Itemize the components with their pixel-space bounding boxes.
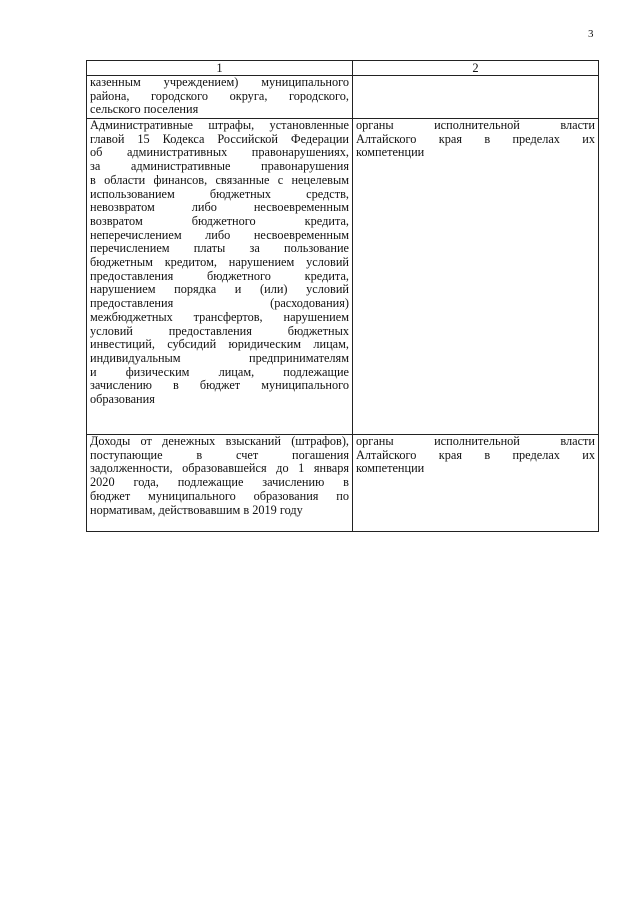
cell-line: компетенции bbox=[356, 461, 425, 476]
cell-line: межбюджетных трансфертов, нарушением bbox=[90, 309, 349, 324]
document-table bbox=[86, 60, 599, 532]
table-header-row bbox=[87, 61, 599, 76]
cell-line: Административные штрафы, установленные bbox=[90, 118, 349, 132]
cell-line: предоставления бюджетного кредита, bbox=[90, 268, 349, 283]
cell-line: 2020 года, подлежащие зачислению в bbox=[90, 475, 349, 490]
revenue-type-cell bbox=[87, 76, 353, 119]
cell-line: Доходы от денежных взысканий (штрафов), bbox=[90, 434, 349, 448]
cell-line: предоставления (расходования) bbox=[90, 296, 349, 311]
administrator-cell bbox=[353, 435, 599, 532]
cell-line: Алтайского края в пределах их bbox=[356, 447, 595, 462]
cell-line: неперечислением либо несвоевременным bbox=[90, 227, 349, 242]
cell-line: в области финансов, связанные с нецелевым bbox=[90, 172, 349, 187]
revenue-type-cell bbox=[87, 119, 353, 435]
cell-line: нормативам, действовавшим в 2019 году bbox=[90, 502, 303, 517]
cell-line: казенным учреждением) муниципального bbox=[90, 75, 349, 89]
cell-line: об административных правонарушениях, bbox=[90, 145, 349, 160]
table-row bbox=[87, 119, 599, 435]
cell-line: невозвратом либо несвоевременным bbox=[90, 200, 349, 215]
cell-line: и физическим лицам, подлежащие bbox=[90, 364, 349, 379]
cell-line: возвратом бюджетного кредита, bbox=[90, 213, 349, 228]
cell-line: поступающие в счет погашения bbox=[90, 447, 349, 462]
table-row bbox=[87, 76, 599, 119]
cell-line: Алтайского края в пределах их bbox=[356, 131, 595, 146]
column-header-1: 1 bbox=[87, 61, 353, 76]
cell-line: использованием бюджетных средств, bbox=[90, 186, 349, 201]
cell-line: индивидуальным предпринимателям bbox=[90, 350, 349, 365]
cell-line: главой 15 Кодекса Российской Федерации bbox=[90, 131, 349, 146]
cell-line: органы исполнительной власти bbox=[356, 118, 595, 132]
revenue-type-cell bbox=[87, 435, 353, 532]
cell-line: района, городского округа, городского, bbox=[90, 88, 349, 103]
cell-line: инвестиций, субсидий юридическим лицам, bbox=[90, 337, 349, 352]
cell-line: зачислению в бюджет муниципального bbox=[90, 378, 349, 393]
cell-line: условий предоставления бюджетных bbox=[90, 323, 349, 338]
cell-line: сельского поселения bbox=[90, 102, 199, 117]
cell-line: образования bbox=[90, 392, 155, 407]
cell-line: перечислением платы за пользование bbox=[90, 241, 349, 256]
cell-line: бюджет муниципального образования по bbox=[90, 488, 349, 503]
page-number: 3 bbox=[588, 28, 594, 40]
cell-line: задолженности, образовавшейся до 1 января bbox=[90, 461, 349, 476]
administrator-cell bbox=[353, 76, 599, 119]
cell-line: бюджетным кредитом, нарушением условий bbox=[90, 255, 349, 270]
cell-line: компетенции bbox=[356, 145, 425, 160]
cell-line: нарушением порядка и (или) условий bbox=[90, 282, 349, 297]
administrator-cell bbox=[353, 119, 599, 435]
table-row bbox=[87, 435, 599, 532]
cell-line: за административные правонарушения bbox=[90, 159, 349, 174]
column-header-2: 2 bbox=[353, 61, 599, 76]
cell-line: органы исполнительной власти bbox=[356, 434, 595, 448]
